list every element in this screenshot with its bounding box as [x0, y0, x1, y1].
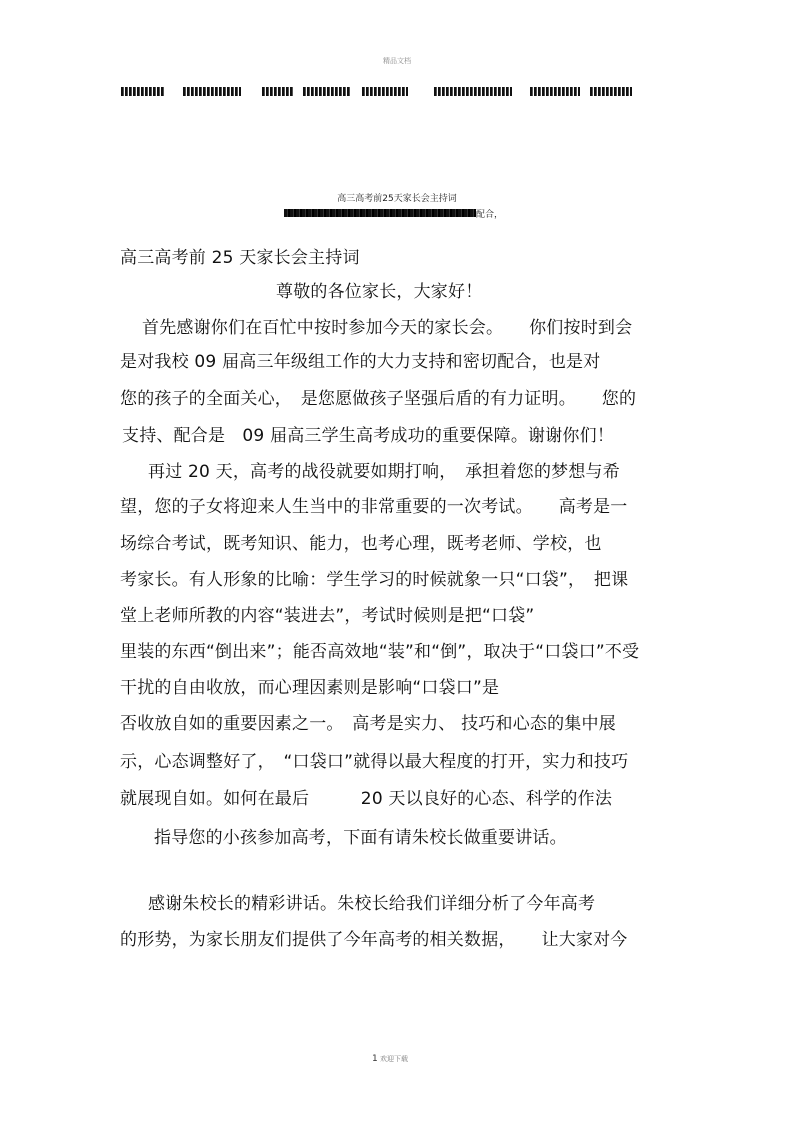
footer-label: 欢迎下载: [379, 1055, 408, 1063]
header-note: 精品文档: [383, 57, 411, 65]
subtitle-tail: 配合，: [476, 210, 504, 220]
greeting-line: 尊敬的各位家长，大家好！: [276, 282, 483, 302]
body-line: 的形势，为家长朋友们提供了今年高考的相关数据， 让大家对今: [120, 930, 628, 950]
body-line: 首先感谢你们在百忙中按时参加今天的家长会。 你们按时到会: [142, 318, 633, 338]
body-line: 里装的东西“倒出来”；能否高效地“装”和“倒”，取决于“口袋口”不受: [120, 642, 640, 662]
body-line: 指导您的小孩参加高考，下面有请朱校长做重要讲话。: [154, 828, 567, 848]
body-line: 考家长。有人形象的比喻：学生学习的时候就象一只“口袋”， 把课: [120, 570, 629, 590]
body-line: 示，心态调整好了， “口袋口”就得以最大程度的打开，实力和技巧: [120, 752, 629, 772]
body-line: 支持、配合是 09 届高三学生高考成功的重要保障。谢谢你们！: [122, 426, 615, 446]
smudge-block: [121, 87, 165, 96]
body-line: 堂上老师所教的内容“装进去”，考试时候则是把“口袋”: [120, 606, 535, 626]
document-subtitle: [284, 208, 514, 220]
smudge-block: [183, 87, 241, 96]
body-line: 感谢朱校长的精彩讲话。朱校长给我们详细分析了今年高考: [148, 894, 596, 914]
body-line: 场综合考试，既考知识、能力，也考心理，既考老师、学校，也: [120, 534, 602, 554]
smudge-block: [590, 87, 632, 96]
smudge-block: [530, 87, 580, 96]
body-line: 望，您的子女将迎来人生当中的非常重要的一次考试。 高考是一: [120, 497, 628, 517]
subtitle-smudge: [284, 209, 476, 217]
smudge-block: [362, 87, 408, 96]
body-line: 您的孩子的全面关心， 是您愿做孩子坚强后盾的有力证明。 您的: [120, 389, 637, 409]
smudged-header-bar: [0, 87, 794, 98]
document-title: 高三高考前25天家长会主持词: [337, 194, 457, 204]
body-line: 干扰的自由收放，而心理因素则是影响“口袋口”是: [120, 678, 500, 698]
body-line: 再过 20 天，高考的战役就要如期打响， 承担着您的梦想与希: [148, 462, 620, 482]
body-line: 是对我校 09 届高三年级组工作的大力支持和密切配合，也是对: [120, 352, 601, 372]
page-number: 1: [372, 1054, 378, 1064]
smudge-block: [303, 87, 351, 96]
page-footer: [372, 1054, 408, 1064]
body-line: 否收放自如的重要因素之一。 高考是实力、 技巧和心态的集中展: [120, 714, 616, 734]
smudge-block: [262, 87, 294, 96]
body-line: 就展现自如。如何在最后 20 天以良好的心态、科学的作法: [120, 789, 613, 809]
body-heading: 高三高考前 25 天家长会主持词: [120, 248, 360, 268]
smudge-block: [434, 87, 512, 96]
